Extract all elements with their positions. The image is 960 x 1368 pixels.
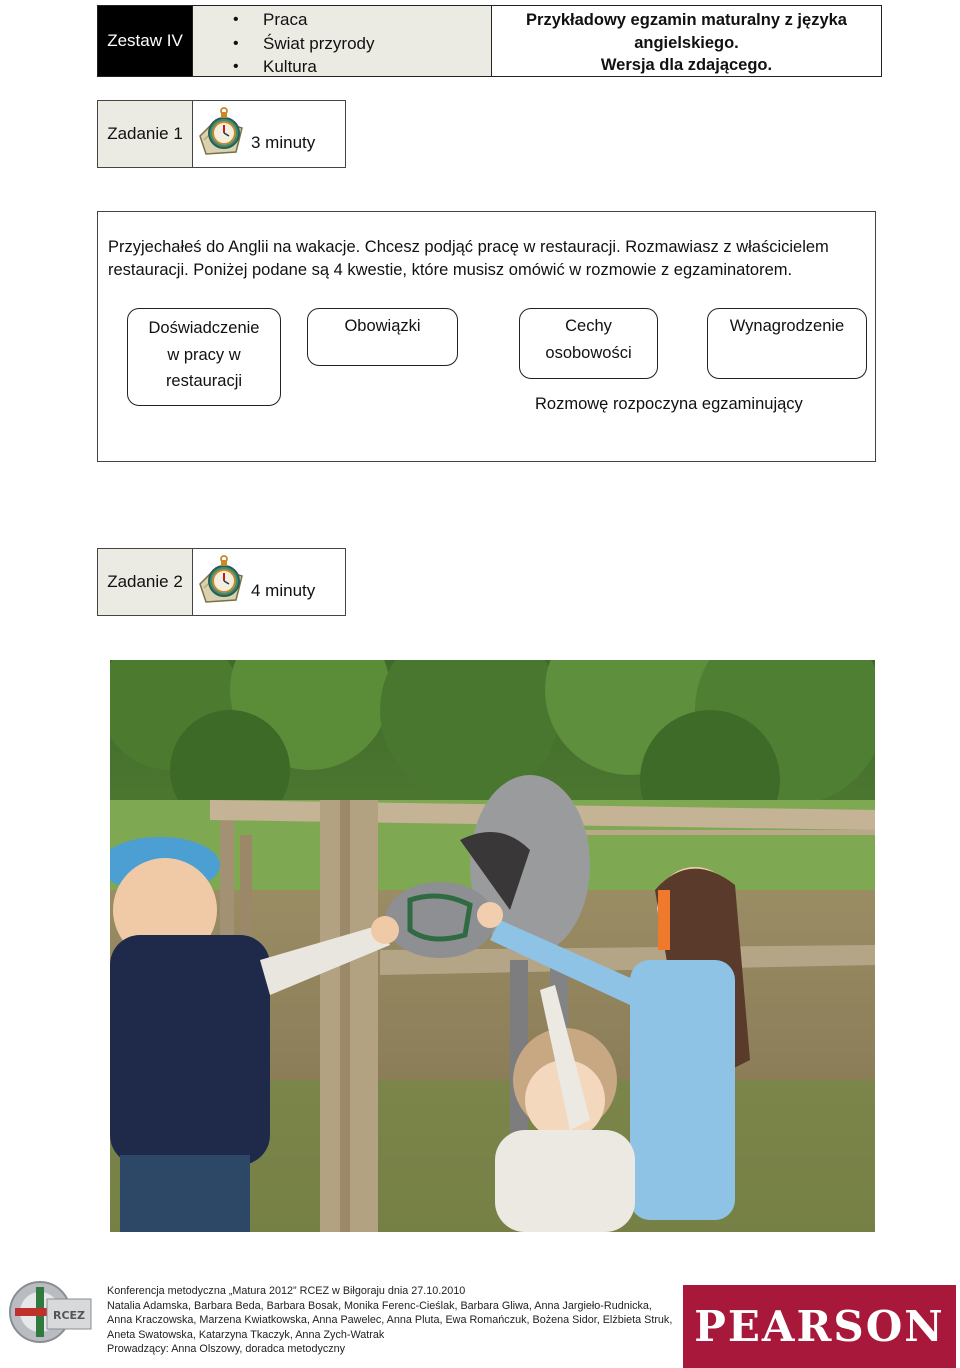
svg-text:RCEZ: RCEZ xyxy=(52,1309,86,1322)
task1-note: Rozmowę rozpoczyna egzaminujący xyxy=(535,395,803,413)
topic-item: • Świat przyrody xyxy=(193,32,491,56)
stopwatch-icon xyxy=(193,101,251,167)
task2-label: Zadanie 2 xyxy=(98,549,193,615)
task2-header xyxy=(97,548,346,616)
task2-time: 4 minuty xyxy=(251,581,316,600)
exam-header xyxy=(97,5,882,77)
topic-list xyxy=(192,6,492,76)
footer-credits: Konferencja metodyczna „Matura 2012” RCEZ w Biłgoraju dnia 27.10.2010 Natalia Adamska, Barbara Beda, Barbara Bosak, Monika Ferenc-Cieślak, Barbara Gliwa, Anna Jargieło-Rudnicka, Anna Kraczowska, Marzena Kwiatkowska, Anna Pawelec, Anna Pluta, Ewa Romańczuk, Bożena Sidor, Elżbieta Struk, Aneta Swatowska, Katarzyna Tkaczyk, Anna Zych-Watrak Prowadzący: Anna Olszowy, doradca metodyczny xyxy=(107,1285,673,1356)
task1-header xyxy=(97,100,346,168)
exam-title: Przykładowy egzamin maturalny z języka angielskiego. Wersja dla zdającego. xyxy=(526,11,847,74)
topic-card-experience: Doświadczenie w pracy w restauracji xyxy=(127,308,281,406)
topic-card-duties: Obowiązki xyxy=(307,308,458,366)
stopwatch-icon xyxy=(193,549,251,615)
topic-item: • Praca xyxy=(193,8,491,32)
task1-panel xyxy=(97,211,876,462)
rcez-logo xyxy=(7,1279,95,1345)
topic-card-salary: Wynagrodzenie xyxy=(707,308,867,379)
topic-card-personality: Cechy osobowości xyxy=(519,308,658,379)
task1-instructions: Przyjechałeś do Anglii na wakacje. Chcesz podjąć pracę w restauracji. Rozmawiasz z właścicielem restauracji. Poniżej podane są 4 kwestie, które musisz omówić w rozmowie z egzaminatorem. xyxy=(108,238,829,279)
topic-item: • Kultura xyxy=(193,55,491,79)
task1-time: 3 minuty xyxy=(251,133,316,152)
pearson-logo: PEARSON xyxy=(683,1285,956,1368)
task1-label: Zadanie 1 xyxy=(98,101,193,167)
task2-photo xyxy=(110,660,875,1232)
set-label: Zestaw IV xyxy=(98,6,192,76)
